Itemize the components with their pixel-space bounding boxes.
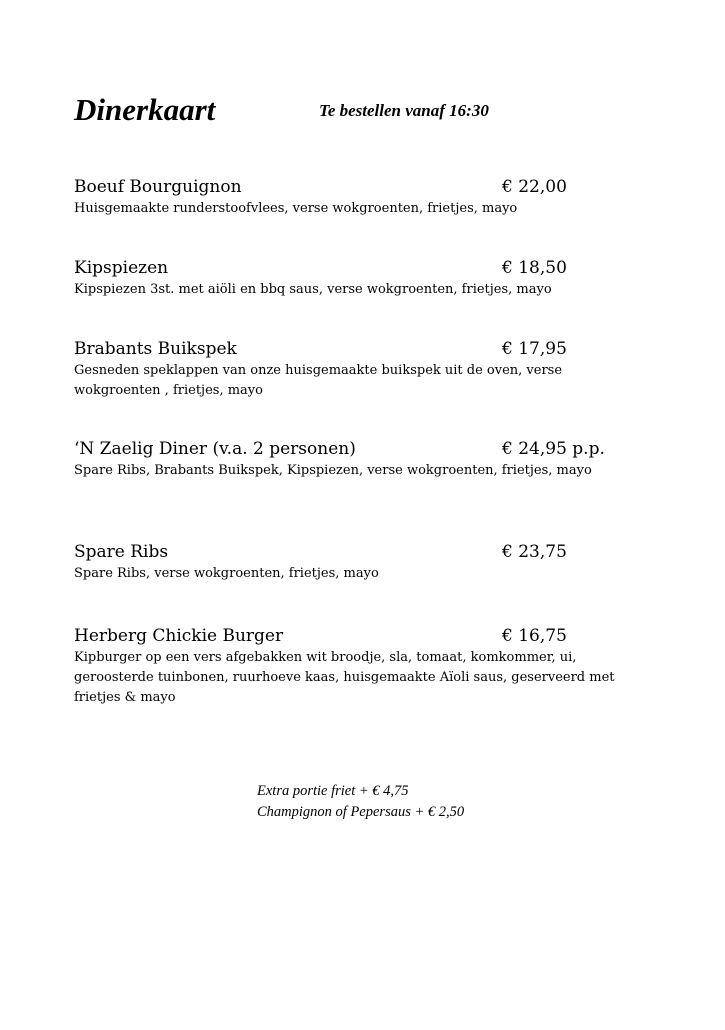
menu-item-price: € 22,00: [502, 177, 567, 197]
menu-item-brabants-buikspek: [74, 338, 634, 401]
menu-item-name: Boeuf Bourguignon: [74, 177, 242, 197]
menu-item-description: Gesneden speklappen van onze huisgemaakte buikspek uit de oven, verse wokgroenten , frietjes, mayo: [74, 363, 563, 398]
menu-item-price: € 16,75: [502, 626, 567, 646]
menu-item-name: Spare Ribs: [74, 542, 169, 562]
menu-item-spare-ribs: [74, 541, 634, 584]
menu-item-price: € 18,50: [502, 258, 567, 278]
menu-item-name: Herberg Chickie Burger: [74, 626, 284, 646]
menu-item-name: ‘N Zaelig Diner (v.a. 2 personen): [74, 439, 356, 459]
menu-item-description: Huisgemaakte runderstoofvlees, verse wokgroenten, frietjes, mayo: [74, 201, 518, 216]
extras-section: [257, 781, 464, 823]
menu-item-description: Spare Ribs, verse wokgroenten, frietjes, mayo: [74, 566, 379, 581]
menu-header: [74, 92, 674, 132]
menu-item-description: Kipspiezen 3st. met aiöli en bbq saus, verse wokgroenten, frietjes, mayo: [74, 282, 552, 297]
order-time-note: Te bestellen vanaf 16:30: [319, 101, 489, 120]
menu-item-chickie-burger: [74, 625, 634, 708]
menu-item-zaelig-diner: [74, 438, 634, 481]
menu-item-name: Kipspiezen: [74, 258, 169, 278]
menu-item-price: € 23,75: [502, 542, 567, 562]
menu-item-description: Kipburger op een vers afgebakken wit broodje, sla, tomaat, komkommer, ui, geroosterde tuinbonen, ruurhoeve kaas, huisgemaakte Aïoli saus, geserveerd met frietjes & mayo: [74, 650, 615, 705]
menu-item-price: € 17,95: [502, 339, 567, 359]
extra-sauce-note: Champignon of Pepersaus + € 2,50: [257, 804, 465, 820]
menu-item-kipspiezen: [74, 257, 634, 300]
menu-item-description: Spare Ribs, Brabants Buikspek, Kipspiezen, verse wokgroenten, frietjes, mayo: [74, 463, 592, 478]
extra-fries-note: Extra portie friet + € 4,75: [257, 783, 409, 799]
menu-item-name: Brabants Buikspek: [74, 339, 237, 359]
page-title: Dinerkaart: [74, 92, 216, 127]
menu-item-boeuf-bourguignon: [74, 176, 634, 219]
menu-item-price: € 24,95 p.p.: [502, 439, 605, 459]
